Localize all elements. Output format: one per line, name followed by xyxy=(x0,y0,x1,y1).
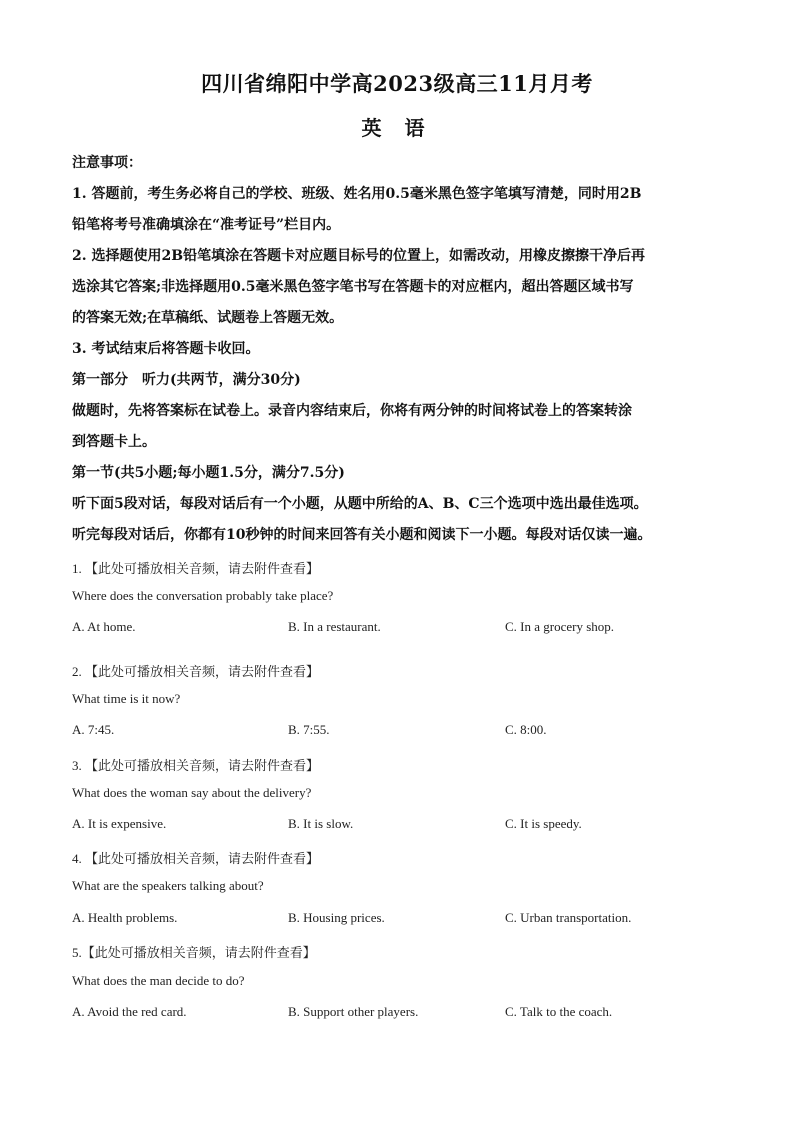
audio-placeholder-label: 4. 【此处可播放相关音频，请去附件查看】 xyxy=(72,851,320,866)
section1-heading: 第一节(共5小题;每小题1.5分，满分7.5分) xyxy=(72,465,345,481)
options-row xyxy=(72,910,724,928)
option-c[interactable]: C. 8:00. xyxy=(505,722,547,737)
option-c[interactable]: C. Urban transportation. xyxy=(505,910,632,925)
option-a[interactable]: A. It is expensive. xyxy=(72,816,167,831)
option-b[interactable]: B. 7:55. xyxy=(288,722,330,737)
options-row xyxy=(72,619,724,637)
question-5 xyxy=(72,942,724,1019)
question-3 xyxy=(72,755,724,831)
section1-instruction-line: 听下面5段对话，每段对话后有一个小题，从题中所给的A、B、C三个选项中选出最佳选项。 xyxy=(72,496,648,512)
part1-intro-line: 到答题卡上。 xyxy=(72,434,156,450)
question-stem: What does the woman say about the delivery? xyxy=(72,785,312,800)
question-stem: What time is it now? xyxy=(72,691,181,706)
question-1 xyxy=(72,558,724,634)
audio-placeholder-label: 2. 【此处可播放相关音频，请去附件查看】 xyxy=(72,664,320,679)
audio-placeholder-label: 3. 【此处可播放相关音频，请去附件查看】 xyxy=(72,758,320,773)
audio-placeholder-label: 5.【此处可播放相关音频，请去附件查看】 xyxy=(72,945,316,960)
notice-line: 的答案无效;在草稿纸、试题卷上答题无效。 xyxy=(72,310,344,326)
option-a[interactable]: A. Avoid the red card. xyxy=(72,1004,187,1019)
part1-intro-line: 做题时，先将答案标在试卷上。录音内容结束后，你将有两分钟的时间将试卷上的答案转涂 xyxy=(72,403,632,419)
question-stem: What does the man decide to do? xyxy=(72,973,245,988)
options-row xyxy=(72,722,724,740)
notice-line: 1. 答题前，考生务必将自己的学校、班级、姓名用0.5毫米黑色签字笔填写清楚，同时用2B xyxy=(72,186,642,202)
option-c[interactable]: C. In a grocery shop. xyxy=(505,619,615,634)
section1-instruction-line: 听完每段对话后，你都有10秒钟的时间来回答有关小题和阅读下一小题。每段对话仅读一遍。 xyxy=(72,527,652,543)
option-b[interactable]: B. Support other players. xyxy=(288,1004,419,1019)
option-c[interactable]: C. It is speedy. xyxy=(505,816,582,831)
option-b[interactable]: B. In a restaurant. xyxy=(288,619,381,634)
options-row xyxy=(72,816,724,834)
instructions-block xyxy=(72,148,724,551)
option-c[interactable]: C. Talk to the coach. xyxy=(505,1004,613,1019)
exam-title: 四川省绵阳中学高2023级高三11月月考 xyxy=(201,71,593,96)
option-a[interactable]: A. 7:45. xyxy=(72,722,115,737)
audio-placeholder-label: 1. 【此处可播放相关音频，请去附件查看】 xyxy=(72,561,320,576)
question-4 xyxy=(72,848,724,925)
options-row xyxy=(72,1004,724,1022)
notice-heading: 注意事项： xyxy=(72,155,142,171)
option-b[interactable]: B. It is slow. xyxy=(288,816,354,831)
question-stem: What are the speakers talking about? xyxy=(72,878,264,893)
notice-line: 铅笔将考号准确填涂在“准考证号”栏目内。 xyxy=(72,217,341,233)
notice-line: 选涂其它答案;非选择题用0.5毫米黑色签字笔书写在答题卡的对应框内，超出答题区域书写 xyxy=(72,279,634,295)
question-stem: Where does the conversation probably take place? xyxy=(72,588,334,603)
option-a[interactable]: A. Health problems. xyxy=(72,910,178,925)
part1-heading: 第一部分 听力(共两节，满分30分) xyxy=(72,372,301,388)
notice-line: 3. 考试结束后将答题卡收回。 xyxy=(72,341,260,357)
option-a[interactable]: A. At home. xyxy=(72,619,136,634)
notice-line: 2. 选择题使用2B铅笔填涂在答题卡对应题目标号的位置上，如需改动，用橡皮擦擦干净后再 xyxy=(72,248,646,264)
option-b[interactable]: B. Housing prices. xyxy=(288,910,385,925)
subject-title: 英 语 xyxy=(361,116,433,140)
question-2 xyxy=(72,661,724,737)
